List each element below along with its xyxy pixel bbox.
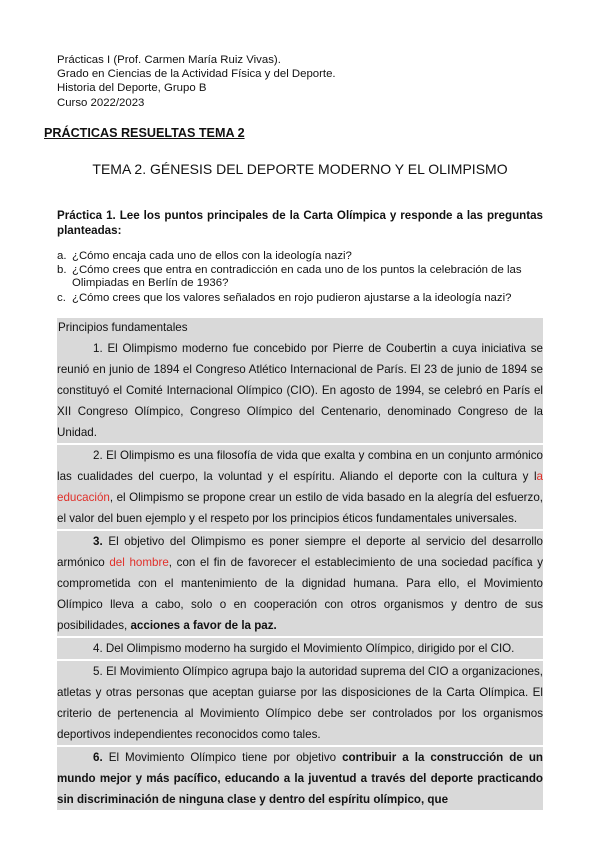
principle-paragraph-4: 4. Del Olimpismo moderno ha surgido el Movimiento Olímpico, dirigido por el CIO. [57, 638, 543, 659]
principle-3-text-end: , con el fin de favorecer el establecimiento de una sociedad pacífica y comprometida con el mantenimiento de la dignidad humana. Para ello, el Movimiento Olímpico lleva a cabo, solo o en cooperación con otros organismos y dentro de sus posibilidades, [57, 556, 543, 632]
highlighted-value-education: a educación [57, 470, 543, 504]
principle-2-text-end: , el Olimpismo se propone crear un estilo de vida basado en la alegría del esfuerzo, el valor del buen ejemplo y el respeto por los principios éticos fundamentales universales. [57, 491, 543, 525]
question-text: ¿Cómo crees que entra en contradicción en cada uno de los puntos la celebración de las Olimpiadas en Berlín de 1936? [72, 264, 522, 290]
header-academic-year: Curso 2022/2023 [57, 96, 145, 109]
document-header [57, 53, 336, 110]
principle-2-text-start: 2. El Olimpismo es una filosofía de vida que exalta y combina en un conjunto armónico las cualidades del cuerpo, la voluntad y el espíritu. Aliando el deporte con la cultura y l [57, 449, 543, 483]
question-letter: b. [57, 264, 67, 277]
question-letter: c. [57, 291, 66, 304]
question-item [57, 292, 547, 305]
practice-heading: Práctica 1. Lee los puntos principales de la Carta Olímpica y responde a las preguntas planteadas: [57, 209, 543, 237]
section-title: PRÁCTICAS RESUELTAS TEMA 2 [44, 126, 245, 140]
principle-paragraph-6 [57, 747, 543, 810]
highlighted-value-man: del hombre [109, 556, 169, 569]
principle-3-number: 3. [93, 535, 103, 548]
tema-title: TEMA 2. GÉNESIS DEL DEPORTE MODERNO Y EL OLIMPISMO [92, 161, 508, 177]
principle-6-text-start: El Movimiento Olímpico tiene por objetivo [102, 751, 343, 764]
principle-6-bold-text: contribuir a la construcción de un mundo mejor y más pacífico, educando a la juventud a través del deporte practicando sin discriminación de ninguna clase y dentro del espíritu olímpico, que [57, 751, 543, 806]
question-text: ¿Cómo crees que los valores señalados en rojo pudieron ajustarse a la ideología nazi? [72, 291, 512, 304]
principle-paragraph-5: 5. El Movimiento Olímpico agrupa bajo la autoridad suprema del CIO a organizaciones, atletas y otras personas que aceptan guiarse por las disposiciones de la Carta Olímpica. El criterio de pertenencia al Movimiento Olímpico debe ser controlados por los organismos deportivos independientes reconocidos como tales. [57, 661, 543, 745]
principle-3-text-start: El objetivo del Olimpismo es poner siempre el deporte al servicio del desarrollo armónico [57, 535, 543, 569]
principle-3-bold-text: acciones a favor de la paz. [130, 619, 277, 632]
header-subject-group: Historia del Deporte, Grupo B [57, 82, 207, 95]
principles-heading: Principios fundamentales [57, 318, 543, 338]
principle-6-number: 6. [93, 751, 103, 764]
principle-paragraph-2 [57, 445, 543, 529]
header-course-professor: Prácticas I (Prof. Carmen María Ruiz Vivas). [57, 54, 281, 66]
principle-paragraph-3 [57, 531, 543, 636]
question-list [57, 250, 547, 306]
question-item [57, 264, 547, 290]
question-text: ¿Cómo encaja cada uno de ellos con la ideología nazi? [72, 250, 352, 262]
question-item [57, 250, 547, 263]
principle-paragraph-1: 1. El Olimpismo moderno fue concebido por Pierre de Coubertin a cuya iniciativa se reunió en junio de 1894 el Congreso Atlético Internacional de París. El 23 de junio de 1894 se constituyó el Comité Internacional Olímpico (CIO). En agosto de 1994, se celebró en París el XII Congreso Olímpico, Congreso Olímpico del Centenario, denominado Congreso de la Unidad. [57, 338, 543, 443]
question-letter: a. [57, 250, 67, 262]
principles-section [57, 318, 543, 810]
header-degree: Grado en Ciencias de la Actividad Física y del Deporte. [57, 68, 336, 81]
